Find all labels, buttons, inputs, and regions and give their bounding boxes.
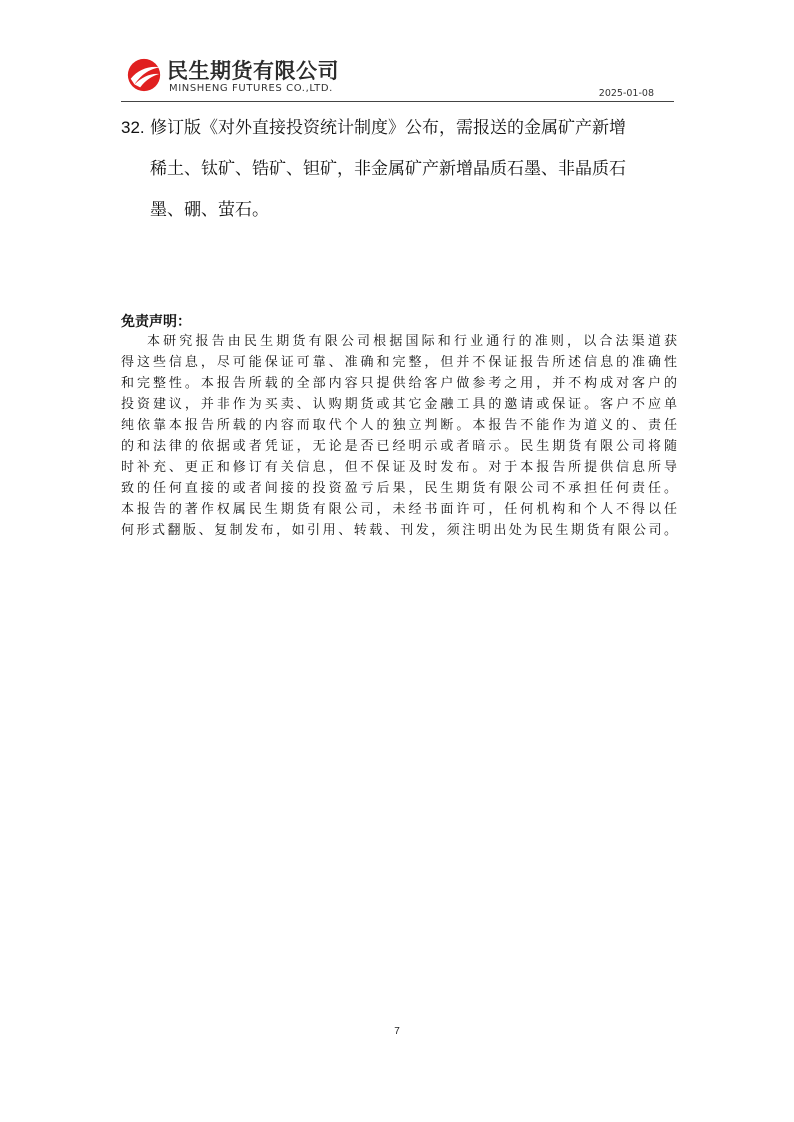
company-name-cn: 民生期货有限公司 [167, 59, 339, 83]
company-logo-icon [125, 56, 163, 94]
news-item-text: 修订版《对外直接投资统计制度》公布，需报送的金属矿产新增 [150, 118, 627, 138]
disclaimer-line: 本报告的著作权属民生期货有限公司，未经书面许可，任何机构和个人不得以任 [121, 502, 677, 517]
disclaimer-line: 何形式翻版、复制发布，如引用、转载、刊发，须注明出处为民生期货有限公司。 [121, 523, 677, 538]
news-item-line: 墨、硼、萤石。 [150, 200, 269, 220]
page-number: 7 [394, 1026, 400, 1037]
news-item-line: 稀土、钛矿、锆矿、钽矿，非金属矿产新增晶质石墨、非晶质石 [150, 159, 626, 179]
news-item-32 [121, 113, 681, 225]
disclaimer-line: 投资建议，并非作为买卖、认购期货或其它金融工具的邀请或保证。客户不应单 [121, 397, 677, 412]
report-date: 2025-01-08 [598, 88, 654, 99]
disclaimer-title: 免责声明： [121, 314, 191, 330]
news-item-number: 32. [121, 118, 145, 137]
disclaimer-line: 的和法律的依据或者凭证，无论是否已经明示或者暗示。民生期货有限公司将随 [121, 439, 677, 454]
company-name-en: MINSHENG FUTURES CO.,LTD. [169, 83, 333, 94]
disclaimer-line: 得这些信息，尽可能保证可靠、准确和完整，但并不保证报告所述信息的准确性 [121, 355, 677, 370]
disclaimer-line: 致的任何直接的或者间接的投资盈亏后果，民生期货有限公司不承担任何责任。 [121, 481, 677, 496]
disclaimer-line: 时补充、更正和修订有关信息，但不保证及时发布。对于本报告所提供信息所导 [121, 460, 677, 475]
disclaimer-line: 和完整性。本报告所载的全部内容只提供给客户做参考之用，并不构成对客户的 [121, 376, 677, 391]
disclaimer-line: 本研究报告由民生期货有限公司根据国际和行业通行的准则，以合法渠道获 [147, 334, 677, 349]
disclaimer-body [121, 331, 677, 541]
disclaimer-line: 纯依靠本报告所载的内容而取代个人的独立判断。本报告不能作为道义的、责任 [121, 418, 677, 433]
header-divider [121, 101, 674, 102]
page-header [121, 54, 674, 102]
news-item-line [121, 113, 681, 143]
